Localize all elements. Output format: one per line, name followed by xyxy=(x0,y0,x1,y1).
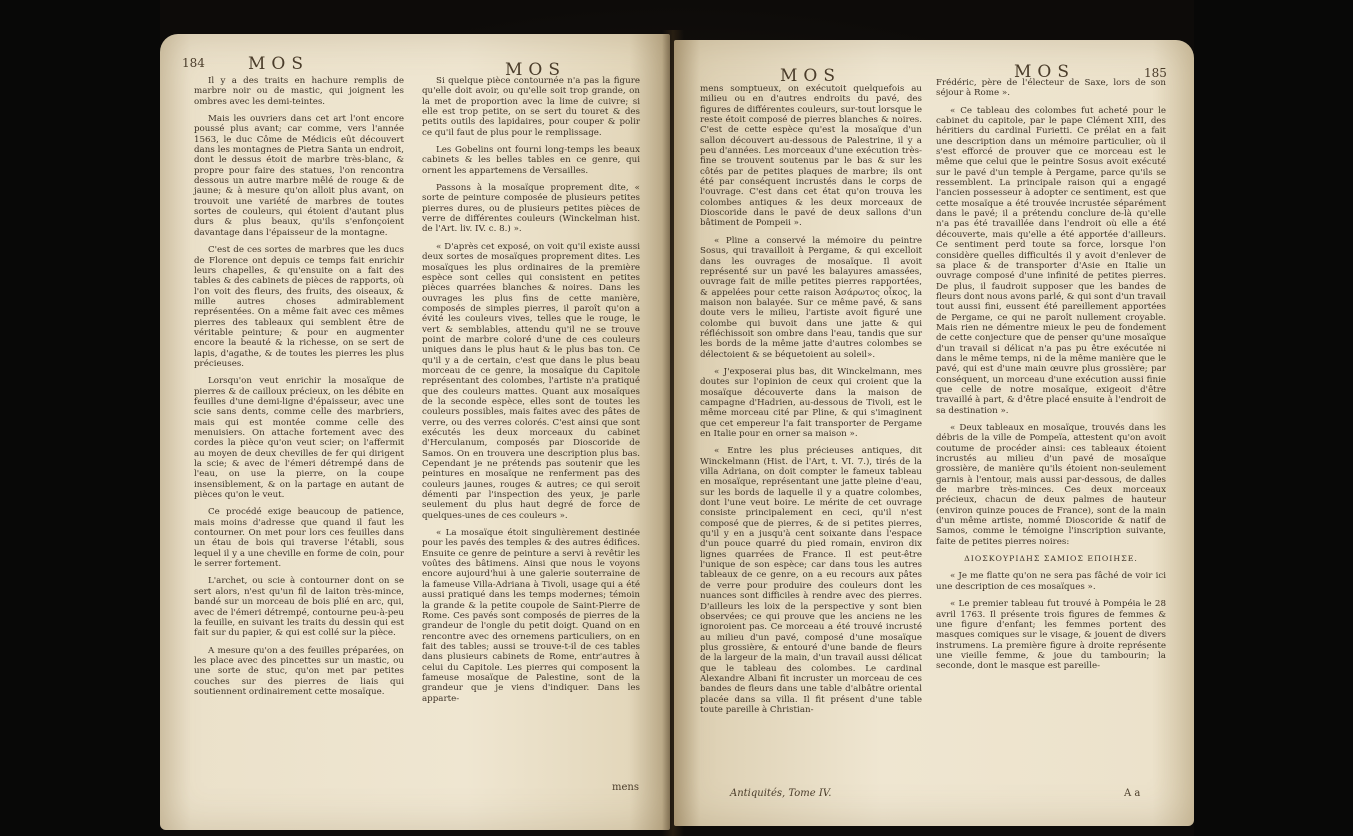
paragraph: Il y a des traits en hachure remplis de marbre noir ou de mastic, qui joignent les ombres avec les demi-teintes. xyxy=(194,76,404,107)
running-head-right-2: MOS xyxy=(1014,62,1075,82)
paragraph: « Pline a conservé la mémoire du peintre Sosus, qui travailloit à Pergame, & qui excelloit dans les ouvrages de mosaïque. Il avoit représenté sur un pavé les balayures amassées, ouvrage fait de mille petites pierres rapportées, & appelées pour cette raison Ἀσάρωτος οἶκος, la maison non balayée. Sur ce même pavé, & sans doute vers le milieu, l'artiste avoit figuré une colombe qui buvoit dans une jatte & qui réfléchissoit son ombre dans l'eau, tandis que sur les bords de la même jatte d'autres colombes se délectoient & se béquetoient au soleil». xyxy=(700,235,922,360)
paragraph: « J'exposerai plus bas, dit Winckelmann, mes doutes sur l'opinion de ceux qui croient que la mosaïque découverte dans la maison de campagne d'Hadrien, au-dessous de Tivoli, est le même morceau cité par Pline, & qui s'imaginent que cet empereur l'a fait transporter de Pergame en Italie pour en orner sa maison ». xyxy=(700,366,922,439)
paragraph: Lorsqu'on veut enrichir la mosaïque de pierres & de cailloux précieux, on les débite en feuilles d'une demi-ligne d'épaisseur, avec une scie sans dents, comme celle des marbriers, mais qui est montée comme celle des menuisiers. On attache fortement avec des cordes la pièce qu'on veut scier; on l'affermit au moyen de deux chevilles de fer qui dirigent la scie; & avec de l'émeri détrempé dans de l'eau, on use la pierre, on la coupe insensiblement, & on la partage en autant de pièces qu'on le veut. xyxy=(194,376,404,501)
paragraph: Ce procédé exige beaucoup de patience, mais moins d'adresse que quand il faut les contourner. On met pour lors ces feuilles dans un étau de bois qui traverse l'établi, sous lequel il y a une cheville en forme de coin, pour le serrer fortement. xyxy=(194,507,404,570)
right-page xyxy=(674,40,1194,826)
paragraph: « Entre les plus précieuses antiques, dit Winckelmann (Hist. de l'Art, t. VI. 7.), tirés de la villa Adriana, on doit compter le fameux tableau en mosaïque, représentant une jatte pleine d'eau, sur les bords de laquelle il y a quatre colombes, dont l'une veut boire. Le mérite de cet ouvrage consiste principalement en ceci, qu'il n'est composé que de pierres, & de si petites pierres, qu'il y en a jusqu'à cent soixante dans l'espace d'un pouce quarré du pied romain, environ dix lignes quarrées de France. Il est peut-être l'unique de son espèce; car dans tous les autres tableaux de ce genre, on a eu recours aux pâtes de verre pour produire des couleurs dont les nuances sont difficiles à rendre avec des pierres. D'ailleurs les loix de la perspective y sont bien observées; ce qui prouve que les anciens ne les ignoroient pas. Ce morceau a été trouvé incrusté au milieu d'un pavé, composé d'une mosaïque plus grossière, & entouré d'une bande de fleurs de la largeur de la main, d'un travail aussi délicat que le tableau des colombes. Le cardinal Alexandre Albani fit incruster un morceau de ces bandes de fleurs dans une table d'albâtre oriental placée dans sa villa. Il fit présent d'une table toute pareille à Christian- xyxy=(700,446,922,715)
paragraph: Frédéric, père de l'électeur de Saxe, lors de son séjour à Rome ». xyxy=(936,78,1166,99)
page-number-left: 184 xyxy=(182,56,205,70)
paragraph: A mesure qu'on a des feuilles préparées, on les place avec des pincettes sur un mastic, ou une sorte de stuc, qu'on met par petites couches sur des pierres de liais qui soutiennent ordinairement cette mosaïque. xyxy=(194,645,404,697)
page-number-right: 185 xyxy=(1144,66,1167,80)
right-column-2 xyxy=(936,78,1166,679)
paragraph: C'est de ces sortes de marbres que les ducs de Florence ont depuis ce temps fait enrichir leurs chapelles, & qu'ensuite on a fait des tables & des cabinets de pièces de rapports, où l'on voit des fleurs, des fruits, des oiseaux, & mille autres choses admirablement représentées. On a même fait avec ces mêmes pierres des tableaux qui semblent être de véritable peinture; & pour en augmenter encore la beauté & la richesse, on se sert de lapis, d'agathe, & de toutes les pierres les plus précieuses. xyxy=(194,245,404,369)
paragraph: L'archet, ou scie à contourner dont on se sert alors, n'est qu'un fil de laiton très-mince, bandé sur un morceau de bois plié en arc, qui, avec de l'émeri détrempé, contourne peu-à-peu la feuille, en suivant les traits du dessin qui est fait sur du papier, & qui est collé sur la pièce. xyxy=(194,576,404,639)
left-background xyxy=(0,0,160,836)
left-column-2 xyxy=(422,76,640,711)
footer-volume: Antiquités, Tome IV. xyxy=(730,788,832,799)
catchword-left: mens xyxy=(612,782,639,793)
greek-inscription: ΔΙΟΣΚΟΥΡΙΔΗΣ ΣΑΜΙΟΣ ΕΠΟΙΗΣΕ. xyxy=(964,554,1138,564)
paragraph: « Le premier tableau fut trouvé à Pompéia le 28 avril 1763. Il présente trois figures de femmes & une figure d'enfant; les femmes portent des masques comiques sur le visage, & jouent de divers instrumens. La première figure à droite représente une vieille femme, & joue du tambourin; la seconde, dont le masque est pareille- xyxy=(936,599,1166,672)
paragraph: Passons à la mosaïque proprement dite, « sorte de peinture composée de plusieurs petites pierres dures, ou de plusieurs petites pièces de verre de différentes couleurs (Winckelman hist. de l'Art. liv. IV. c. 8.) ». xyxy=(422,183,640,235)
left-column-1 xyxy=(194,76,404,704)
paragraph: « Deux tableaux en mosaïque, trouvés dans les débris de la ville de Pompeïa, attestent qu'on avoit coutume de procéder ainsi: ces tableaux étoient incrustés au milieu d'un pavé de mosaïque grossière, de manière qu'ils étoient non-seulement garnis à l'entour, mais aussi par-dessous, de dalles de marbre très-minces. Ces deux morceaux précieux, chacun de deux palmes de hauteur (environ quinze pouces de France), sont de la main d'un même artiste, nommé Dioscoride & natif de Samos, comme le témoigne l'inscription suivante, faite de petites pierres noires: xyxy=(936,423,1166,547)
paragraph: « Je me flatte qu'on ne sera pas fâché de voir ici une description de ces mosaïques ». xyxy=(936,571,1166,592)
paragraph: « Ce tableau des colombes fut acheté pour le cabinet du capitole, par le pape Clément XIII, des héritiers du cardinal Furietti. Ce prélat en a fait une description dans un mémoire particulier, où il s'est efforcé de prouver que ce morceau est le même que celui que le peintre Sosus avoit exécuté sur le pavé d'un temple à Pergame, parce qu'ils se ressemblent. La principale raison qui a engagé l'ancien possesseur à adopter ce sentiment, est que cette mosaïque a été trouvée incrustée séparément dans le pavé; il a prétendu conclure de-là qu'elle n'a pas été travaillée dans l'endroit où elle a été découverte, mais qu'elle a été apportée d'ailleurs. Ce sentiment perd toute sa force, lorsque l'on considère quelles difficultés il y avoit d'enlever de sa place & de transporter d'Asie en Italie un ouvrage composé d'une infinité de petites pierres. De plus, il faudroit supposer que les bandes de fleurs dont nous avons parlé, & qui sont d'un travail tout aussi fini, eussent été pareillement apportées de Pergame, ce qui ne paroît nullement croyable. Mais rien ne démentre mieux le peu de fondement de cette conjecture que de penser qu'une mosaïque d'un travail si délicat n'a pas pu être exécutée ni dans le même temps, ni de la même manière que le pavé, qui est d'une main œuvre plus grossière; par conséquent, un morceau d'une exécution aussi finie que celle de notre mosaïque, exigeoit d'être travaillé à part, & d'être placé ensuite à l'endroit de sa destination ». xyxy=(936,105,1166,416)
running-head-right-1: MOS xyxy=(780,66,841,86)
right-background xyxy=(1194,0,1353,836)
left-page xyxy=(160,34,670,830)
paragraph: « D'après cet exposé, on voit qu'il existe aussi deux sortes de mosaïques proprement dites. Les mosaïques les plus ordinaires de la première espèce sont celles qui consistent en petites pièces quarrées blanches & noires. Dans les ouvrages les plus fins de cette manière, composés de simples pierres, il paroît qu'on a évité les couleurs vives, telles que le rouge, le vert & semblables, attendu qu'il ne se trouve point de marbre coloré d'une de ces couleurs uniques dans le plus haut & le plus bas ton. Ce qu'il y a de certain, c'est que dans le plus beau morceau de ce genre, la mosaïque du Capitole représentant des colombes, l'artiste n'a pratiqué que des couleurs mattes. Quant aux mosaïques de la seconde espèce, elles sont de toutes les couleurs possibles, mais faites avec des pâtes de verre, ou des verres colorés. C'est ainsi que sont exécutés les deux morceaux du cabinet d'Herculanum, composés par Dioscoride de Samos. On en trouvera une description plus bas. Cependant je ne prétends pas soutenir que les peintures en mosaïque ne renferment pas des couleurs jaunes, rouges & autres; ce qui seroit démenti par l'inspection des yeux, je parle seulement du plus haut degré de force de quelques-unes de ces couleurs ». xyxy=(422,241,640,521)
right-column-1 xyxy=(700,84,922,722)
running-head-left-2: MOS xyxy=(505,60,566,80)
paragraph: Les Gobelins ont fourni long-temps les beaux cabinets & les belles tables en ce genre, qui ornent les appartemens de Versailles. xyxy=(422,145,640,176)
signature-mark: A a xyxy=(1124,788,1141,799)
running-head-left-1: MOS xyxy=(248,54,309,74)
paragraph: « La mosaïque étoit singulièrement destinée pour les pavés des temples & des autres édifices. Ensuite ce genre de peinture a servi à revêtir les voûtes des bâtimens. Ainsi que nous le voyons encore aujourd'hui à une galerie souterraine de la fameuse Villa-Adriana à Tivoli, usage qui a été aussi pratiqué dans les temps modernes; témoin la grande & la petite coupole de Saint-Pierre de Rome. Ces pavés sont composés de pierres de la grandeur de l'ongle du petit doigt. Quand on en rencontre avec des ornemens particuliers, on en fait des tables; aussi se trouve-t-il de ces tables dans plusieurs cabinets de Rome, entr'autres à celui du Capitole. Les pierres qui composent la fameuse mosaïque de Palestine, sont de la grandeur que je viens d'indiquer. Dans les apparte- xyxy=(422,528,640,704)
paragraph: mens somptueux, on exécutoit quelquefois au milieu ou en d'autres endroits du pavé, des figures de différentes couleurs, sur-tout lorsque le reste étoit composé de pierres blanches & noires. C'est de cette espèce qu'est la mosaïque d'un sallon découvert au-dessous de Palestrine, il y a peu d'années. Les morceaux d'une exécution très-fine se trouvent soutenus par le bas & sur les côtés par de petites plaques de marbre; ils ont été par conséquent incrustés dans le corps de l'ouvrage. C'est dans cet état qu'on trouva les colombes antiques & les deux morceaux de Dioscoride dans le pavé de deux sallons d'un bâtiment de Pompeii ». xyxy=(700,84,922,229)
paragraph: Si quelque pièce contournée n'a pas la figure qu'elle doit avoir, ou qu'elle soit trop grande, on la met de proportion avec la lime de cuivre; si elle est trop petite, on se sert du touret & des petits outils des lapidaires, pour couper & polir ce qu'il faut de plus pour le remplissage. xyxy=(422,76,640,138)
paragraph: Mais les ouvriers dans cet art l'ont encore poussé plus avant; car comme, vers l'année 1563, le duc Côme de Médicis eût découvert dans les montagnes de Pietra Santa un endroit, dont le dessus étoit de marbre très-blanc, & propre pour faire des statues, l'on rencontra dessous un autre marbre mêlé de rouge & de jaune; & à mesure qu'on alloit plus avant, on trouvoit une variété de marbres de toutes sortes de couleurs, qui étoient d'autant plus durs & plus beaux, qu'ils s'enfonçoient davantage dans l'épaisseur de la montagne. xyxy=(194,114,404,238)
